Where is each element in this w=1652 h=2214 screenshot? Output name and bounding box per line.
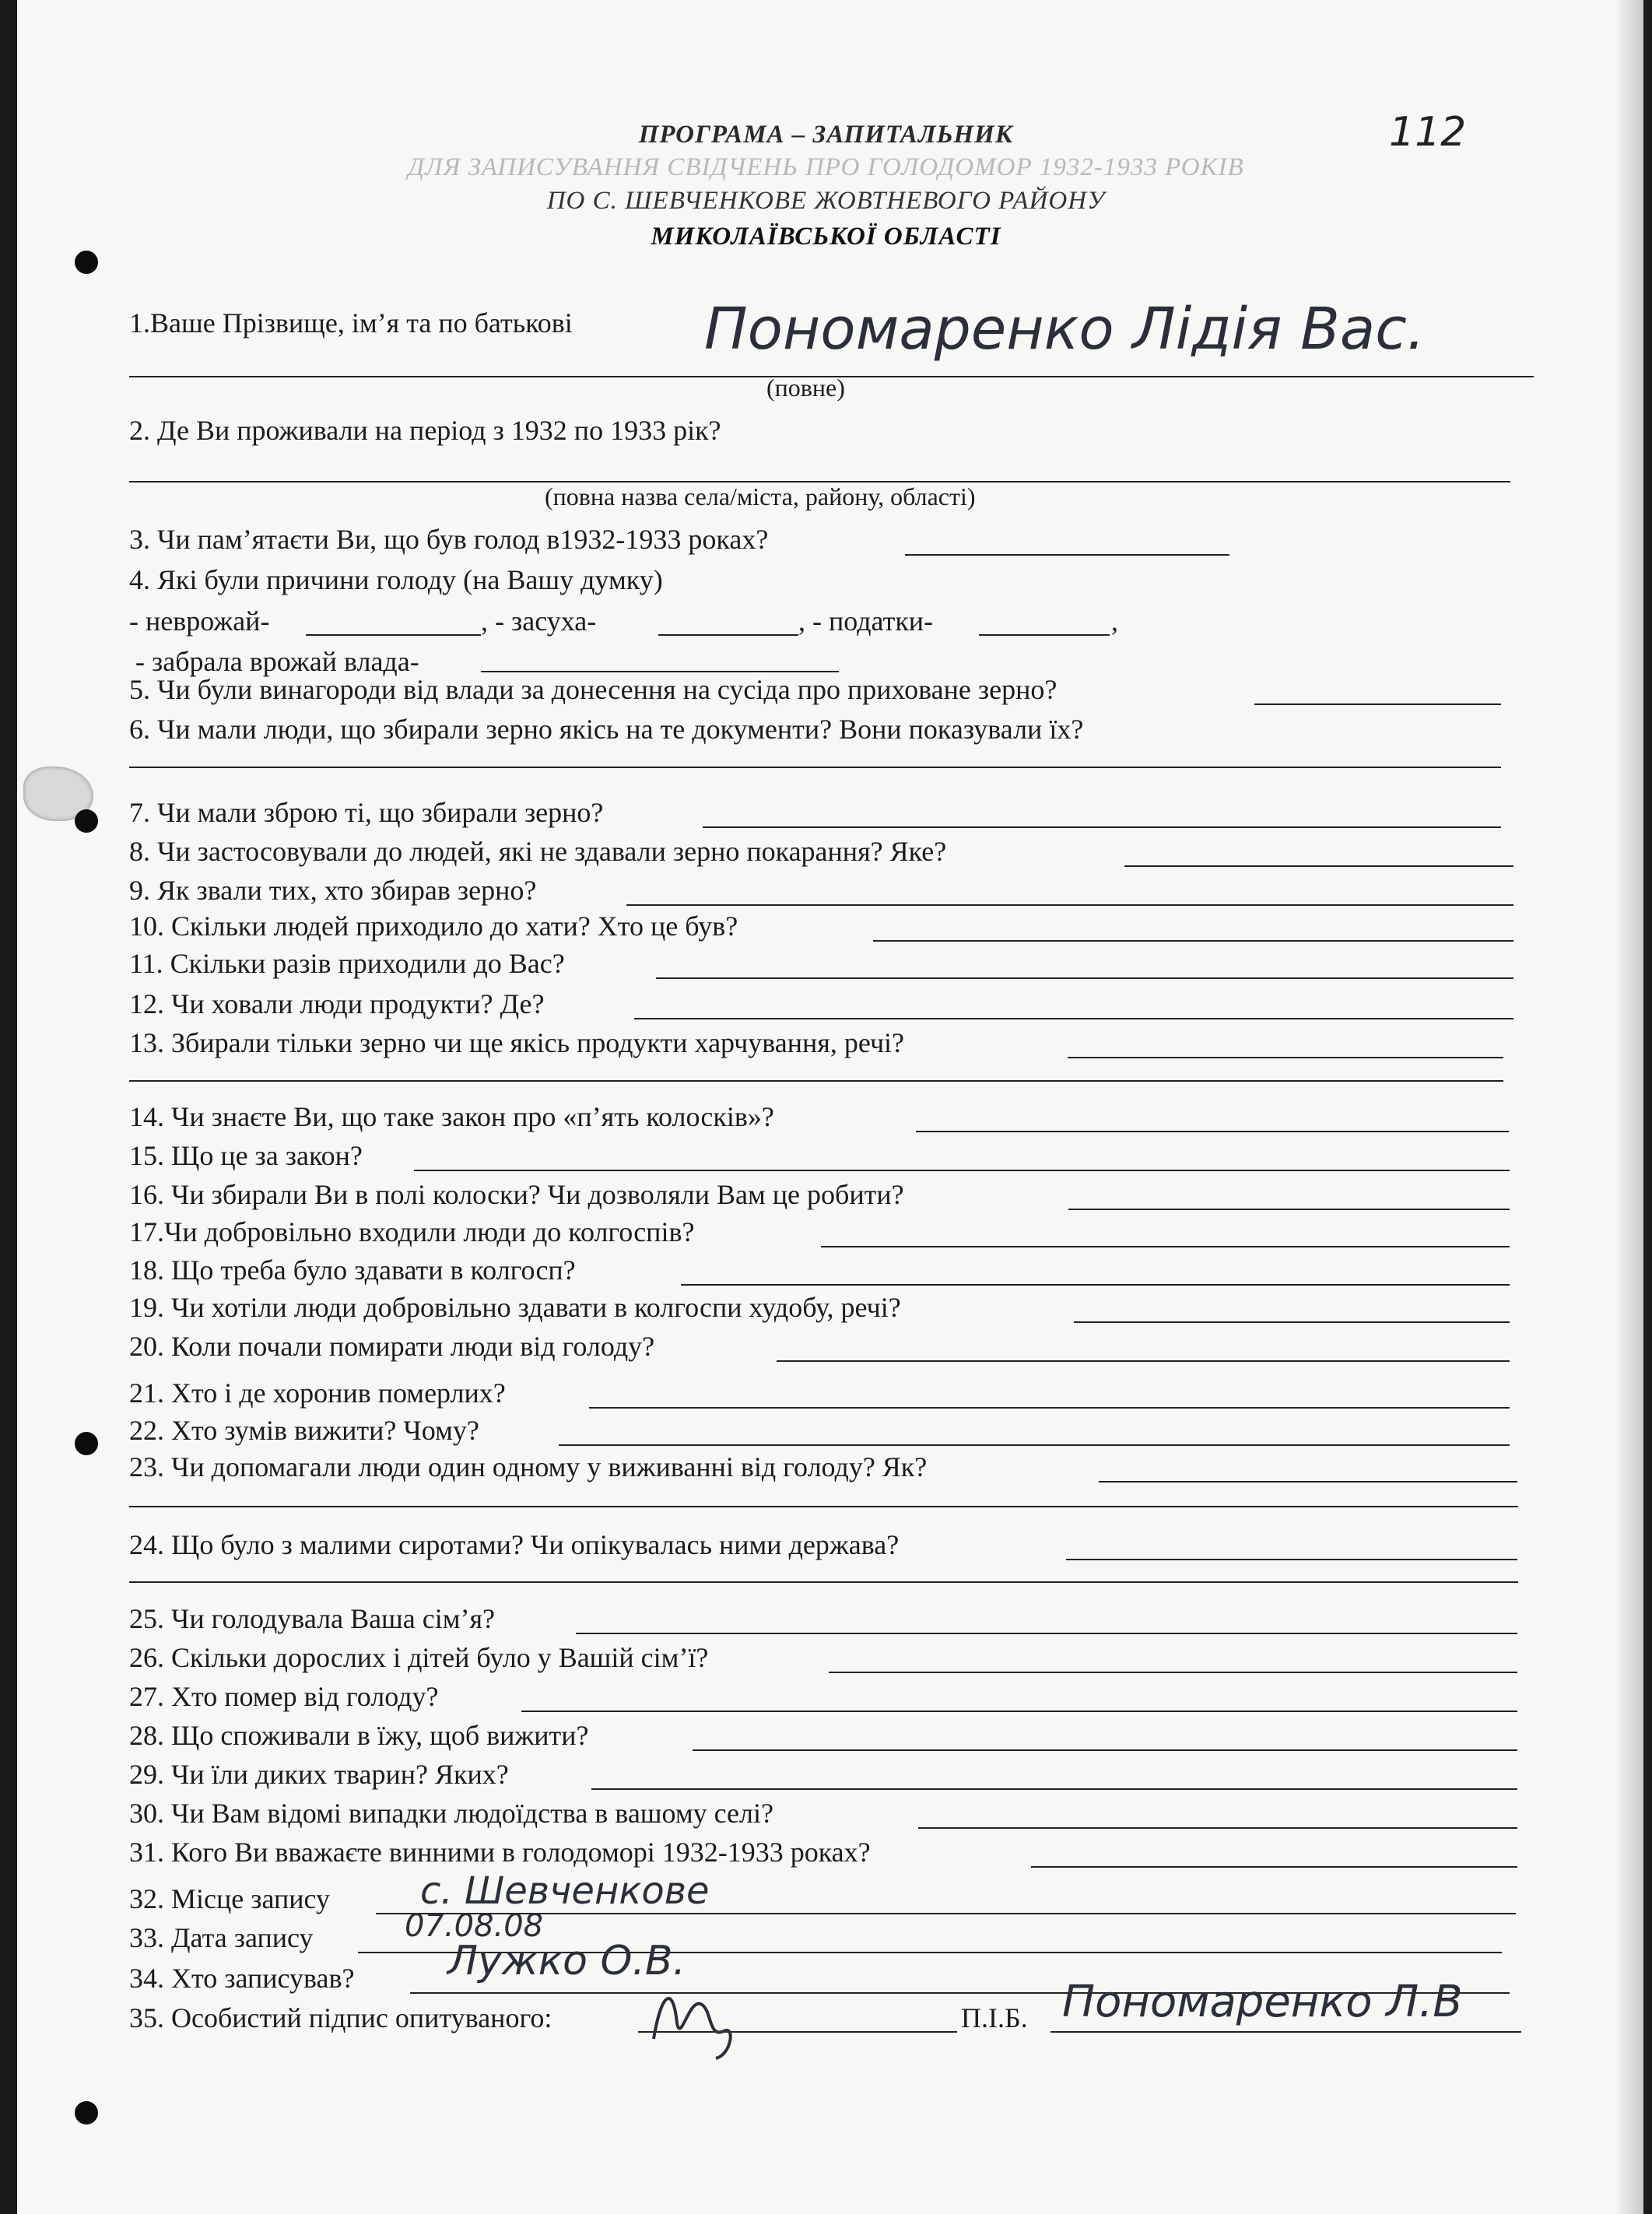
question-4-option-taxes: , - податки-: [798, 605, 934, 637]
pib-answer-line[interactable]: [1050, 2031, 1521, 2033]
question-3-answer-line[interactable]: [905, 554, 1229, 556]
question-32-answer: с. Шевченкове: [420, 1869, 710, 1913]
question-28-answer-line[interactable]: [693, 1749, 1517, 1751]
question-32-label: 32. Місце запису: [129, 1883, 330, 1914]
question-3-label: 3. Чи пам’ятаєти Ви, що був голод в1932-1933 роках?: [129, 524, 769, 555]
question-35-label: 35. Особистий підпис опитуваного:: [129, 2002, 552, 2033]
question-29-answer-line[interactable]: [591, 1788, 1517, 1790]
question-6-label: 6. Чи мали люди, що збирали зерно якісь на те документи? Вони показували їх?: [129, 714, 1084, 745]
question-17-label: 17.Чи добровільно входили люди до колгоспів?: [129, 1216, 695, 1247]
question-4-label: 4. Які були причини голоду (на Вашу думку): [129, 564, 663, 595]
question-9-answer-line[interactable]: [626, 904, 1513, 906]
question-4-option-seized: - забрала врожай влада-: [135, 646, 419, 677]
question-10-label: 10. Скільки людей приходило до хати? Хто це був?: [129, 911, 738, 942]
question-11-label: 11. Скільки разів приходили до Вас?: [129, 948, 565, 979]
question-24-label: 24. Що було з малими сиротами? Чи опікувалась ними держава?: [129, 1529, 900, 1560]
punch-hole: [75, 1432, 98, 1455]
question-23-extra-answer-line[interactable]: [129, 1506, 1518, 1507]
question-4-seized-line[interactable]: [481, 671, 839, 672]
question-21-answer-line[interactable]: [589, 1407, 1510, 1409]
question-20-label: 20. Коли почали помирати люди від голоду?: [129, 1331, 655, 1362]
question-12-label: 12. Чи ховали люди продукти? Де?: [129, 988, 545, 1019]
question-18-label: 18. Що треба було здавати в колгосп?: [129, 1254, 576, 1286]
question-31-answer-line[interactable]: [1031, 1866, 1517, 1868]
question-29-label: 29. Чи їли диких тварин? Яких?: [129, 1759, 509, 1790]
question-34-label: 34. Хто записував?: [129, 1963, 355, 1994]
pib-label: П.І.Б.: [961, 2002, 1028, 2033]
question-2-label: 2. Де Ви проживали на період з 1932 по 1933 рік?: [129, 415, 721, 446]
question-13-extra-answer-line[interactable]: [129, 1080, 1503, 1082]
question-5-answer-line[interactable]: [1254, 703, 1501, 705]
punch-hole: [75, 2101, 98, 2125]
question-12-answer-line[interactable]: [634, 1018, 1513, 1019]
question-7-answer-line[interactable]: [703, 826, 1501, 828]
archive-number: 112: [1389, 109, 1467, 156]
question-22-answer-line[interactable]: [559, 1444, 1510, 1446]
question-25-label: 25. Чи голодувала Ваша сім’я?: [129, 1603, 496, 1634]
question-1-hint: (повне): [766, 374, 845, 402]
question-22-label: 22. Хто зумів вижити? Чому?: [129, 1415, 479, 1446]
question-33-answer: 07.08.08: [405, 1908, 544, 1944]
question-1-label: 1.Ваше Прізвище, ім’я та по батькові: [129, 307, 573, 339]
question-28-label: 28. Що споживали в їжу, щоб вижити?: [129, 1720, 589, 1751]
header-subtitle: ДЛЯ ЗАПИСУВАННЯ СВІДЧЕНЬ ПРО ГОЛОДОМОР 1932-1933 РОКІВ: [408, 153, 1244, 181]
question-1-answer: Пономаренко Лідія Вас.: [704, 296, 1426, 363]
question-2-hint: (повна назва села/міста, району, області): [545, 482, 976, 511]
question-5-label: 5. Чи були винагороди від влади за донесення на сусіда про приховане зерно?: [129, 674, 1057, 705]
question-19-answer-line[interactable]: [1074, 1321, 1510, 1323]
question-16-label: 16. Чи збирали Ви в полі колоски? Чи дозволяли Вам це робити?: [129, 1179, 904, 1210]
question-27-label: 27. Хто помер від голоду?: [129, 1681, 439, 1712]
question-19-label: 19. Чи хотіли люди добровільно здавати в колгоспи худобу, речі?: [129, 1292, 901, 1323]
question-14-answer-line[interactable]: [916, 1131, 1509, 1132]
question-34-answer: Лужко О.В.: [447, 1938, 686, 1984]
question-25-answer-line[interactable]: [576, 1633, 1517, 1634]
punch-hole: [75, 251, 98, 274]
question-13-answer-line[interactable]: [1068, 1057, 1503, 1058]
question-4-drought-line[interactable]: [658, 634, 798, 636]
question-26-label: 26. Скільки дорослих і дітей було у Вашій сім’ї?: [129, 1642, 709, 1673]
question-21-label: 21. Хто і де хоронив померлих?: [129, 1377, 506, 1409]
question-4-taxes-line[interactable]: [979, 634, 1110, 636]
question-30-label: 30. Чи Вам відомі випадки людоїдства в вашому селі?: [129, 1798, 773, 1829]
question-8-label: 8. Чи застосовували до людей, які не здавали зерно покарання? Яке?: [129, 836, 947, 867]
punch-hole: [75, 809, 98, 833]
question-16-answer-line[interactable]: [1068, 1209, 1510, 1210]
scan-edge: [1619, 0, 1643, 2214]
question-24-extra-answer-line[interactable]: [129, 1581, 1518, 1583]
question-4-crop-failure-line[interactable]: [306, 634, 481, 636]
question-6-extra-answer-line[interactable]: [129, 767, 1501, 768]
question-9-label: 9. Як звали тих, хто збирав зерно?: [129, 875, 537, 906]
question-30-answer-line[interactable]: [918, 1827, 1517, 1829]
question-4-option-drought: , - засуха-: [481, 605, 597, 637]
question-8-answer-line[interactable]: [1124, 865, 1513, 867]
pib-answer: Пономаренко Л.В: [1062, 1977, 1463, 2027]
question-15-label: 15. Що це за закон?: [129, 1140, 363, 1171]
question-31-label: 31. Кого Ви вважаєте винними в голодоморі 1932-1933 роках?: [129, 1837, 871, 1868]
header-region: МИКОЛАЇВСЬКОЇ ОБЛАСТІ: [651, 223, 1001, 251]
question-13-label: 13. Збирали тільки зерно чи ще якісь продукти харчування, речі?: [129, 1027, 905, 1058]
question-11-answer-line[interactable]: [656, 977, 1513, 979]
question-17-answer-line[interactable]: [821, 1246, 1510, 1247]
header-title: ПРОГРАМА – ЗАПИТАЛЬНИК: [638, 121, 1014, 149]
signature-mark: [638, 1969, 755, 2062]
question-33-label: 33. Дата запису: [129, 1922, 314, 1953]
question-32-answer-line[interactable]: [376, 1913, 1516, 1914]
question-23-answer-line[interactable]: [1099, 1481, 1517, 1482]
question-4-option-crop-failure: - неврожай-: [129, 605, 270, 637]
question-24-answer-line[interactable]: [1066, 1559, 1517, 1560]
question-7-label: 7. Чи мали зброю ті, що збирали зерно?: [129, 797, 604, 828]
question-18-answer-line[interactable]: [681, 1284, 1510, 1286]
question-27-answer-line[interactable]: [521, 1710, 1517, 1712]
question-14-label: 14. Чи знаєте Ви, що таке закон про «п’ять колосків»?: [129, 1101, 774, 1132]
question-26-answer-line[interactable]: [829, 1672, 1517, 1673]
question-10-answer-line[interactable]: [873, 940, 1513, 942]
question-20-answer-line[interactable]: [777, 1360, 1510, 1362]
question-15-answer-line[interactable]: [414, 1170, 1510, 1171]
question-23-label: 23. Чи допомагали люди один одному у виживанні від голоду? Як?: [129, 1451, 928, 1482]
header-village: ПО С. ШЕВЧЕНКОВЕ ЖОВТНЕВОГО РАЙОНУ: [546, 187, 1106, 215]
question-4-comma: ,: [1111, 605, 1118, 637]
